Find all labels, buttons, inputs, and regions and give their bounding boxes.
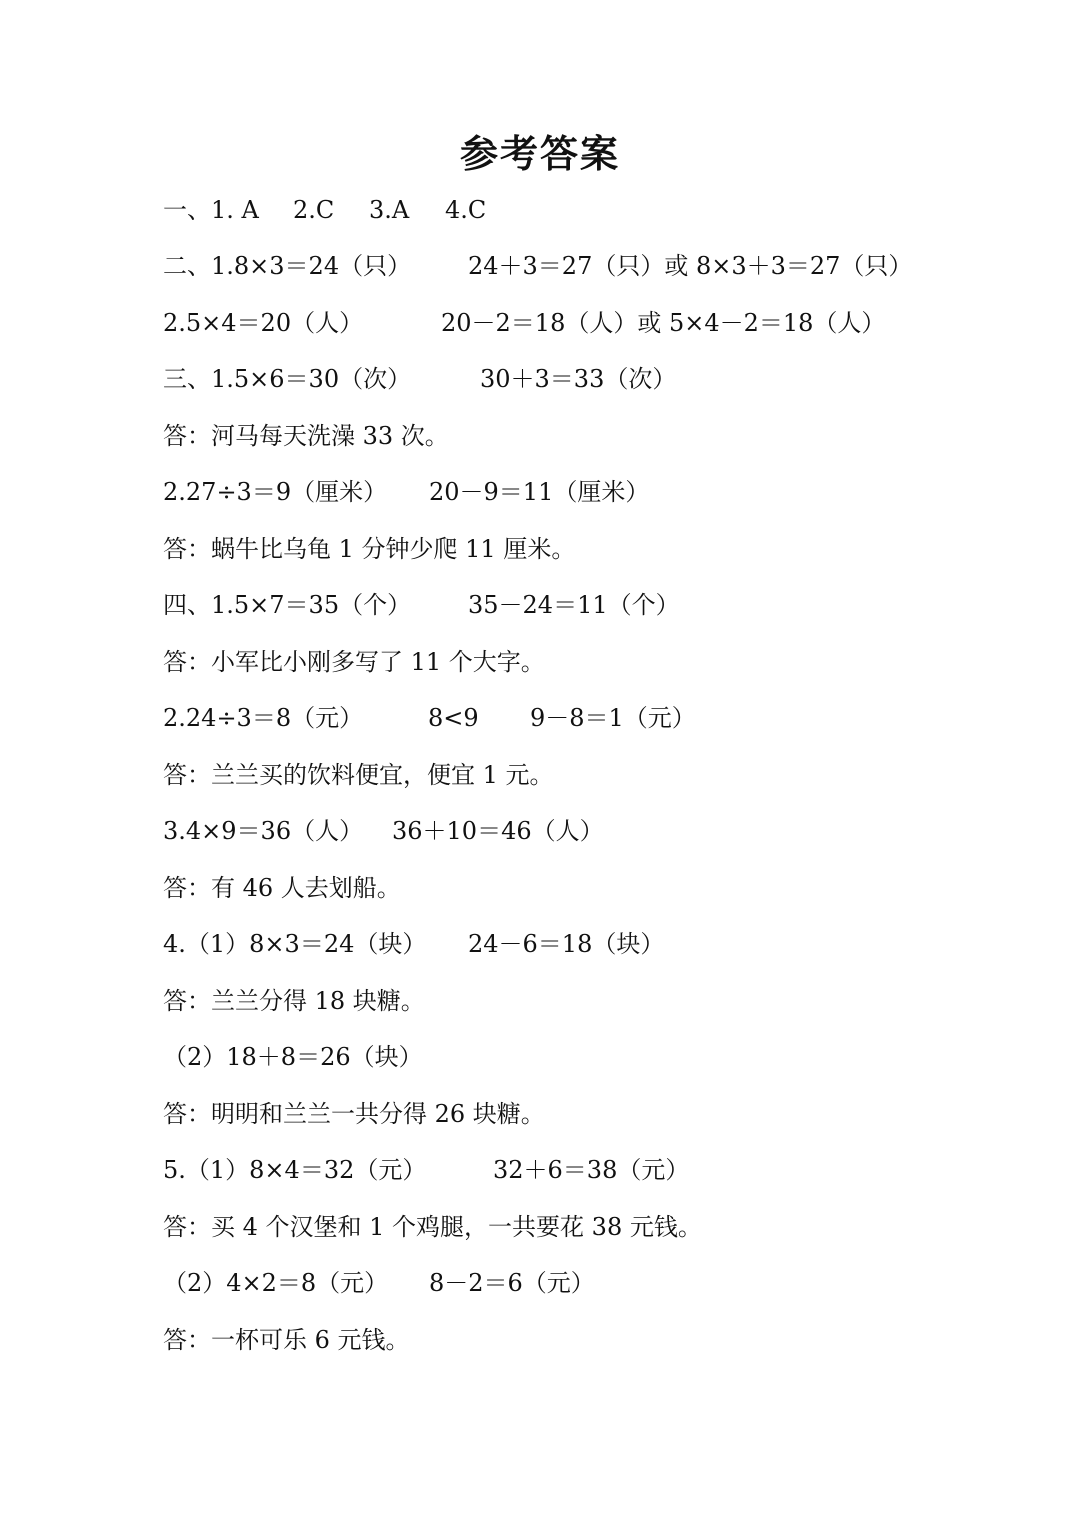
answer-text: 答：一杯可乐 6 元钱。 bbox=[163, 1326, 410, 1354]
answer-line bbox=[163, 642, 545, 682]
answer-line bbox=[163, 246, 912, 286]
answer-line bbox=[163, 1320, 410, 1360]
answer-line bbox=[163, 529, 575, 569]
answer-text: 答：明明和兰兰一共分得 26 块糖。 bbox=[163, 1100, 545, 1128]
answer-text: 答：兰兰分得 18 块糖。 bbox=[163, 987, 425, 1015]
answer-part-1: 四、1.5×7＝35（个） bbox=[163, 591, 412, 619]
answer-line bbox=[163, 1263, 595, 1303]
answer-part-2: 24－6＝18（块） bbox=[468, 930, 665, 958]
answer-text: （2）18＋8＝26（块） bbox=[163, 1043, 423, 1071]
answer-line bbox=[163, 981, 425, 1021]
answer-part-1: 2.27÷3＝9（厘米） bbox=[163, 478, 388, 506]
answer-line bbox=[163, 1207, 702, 1247]
answer-part-2: 24＋3＝27（只）或 8×3＋3＝27（只） bbox=[468, 252, 913, 280]
answer-line bbox=[163, 868, 401, 908]
answer-line bbox=[163, 1094, 545, 1134]
answer-line bbox=[163, 359, 676, 399]
answer-text: 答：河马每天洗澡 33 次。 bbox=[163, 422, 449, 450]
answer-line bbox=[163, 1150, 689, 1190]
answer-part-2: 2.C bbox=[293, 196, 335, 224]
answer-text: 答：小军比小刚多写了 11 个大字。 bbox=[163, 648, 545, 676]
answer-part-2: 32＋6＝38（元） bbox=[493, 1156, 690, 1184]
answer-part-1: 三、1.5×6＝30（次） bbox=[163, 365, 412, 393]
answer-part-3: 3.A bbox=[369, 196, 410, 224]
answer-part-2: 30＋3＝33（次） bbox=[480, 365, 677, 393]
answer-part-3: 9－8＝1（元） bbox=[530, 704, 696, 732]
answer-line bbox=[163, 811, 604, 851]
answer-part-1: 3.4×9＝36（人） bbox=[163, 817, 364, 845]
answer-part-1: 2.5×4＝20（人） bbox=[163, 309, 364, 337]
answer-line bbox=[163, 698, 696, 738]
answer-line bbox=[163, 585, 680, 625]
answer-part-2: 35－24＝11（个） bbox=[468, 591, 680, 619]
answer-part-2: 20－9＝11（厘米） bbox=[429, 478, 650, 506]
answer-line bbox=[163, 416, 449, 456]
answer-part-1: 2.24÷3＝8（元） bbox=[163, 704, 364, 732]
answer-text: 答：买 4 个汉堡和 1 个鸡腿，一共要花 38 元钱。 bbox=[163, 1213, 702, 1241]
answer-part-1: 一、1. A bbox=[163, 196, 259, 224]
answer-part-1: 4.（1）8×3＝24（块） bbox=[163, 930, 427, 958]
answer-line bbox=[163, 1037, 423, 1077]
page-title: 参考答案 bbox=[459, 131, 620, 176]
answer-part-4: 4.C bbox=[445, 196, 487, 224]
answer-part-2: 36＋10＝46（人） bbox=[392, 817, 604, 845]
answer-part-2: 20－2＝18（人）或 5×4－2＝18（人） bbox=[441, 309, 886, 337]
answer-text: 答：蜗牛比乌龟 1 分钟少爬 11 厘米。 bbox=[163, 535, 576, 563]
answer-part-2: 8<9 bbox=[428, 704, 479, 732]
answer-text: 答：有 46 人去划船。 bbox=[163, 874, 401, 902]
answer-part-1: （2）4×2＝8（元） bbox=[163, 1269, 389, 1297]
answer-line bbox=[163, 472, 649, 512]
answer-line bbox=[163, 755, 554, 795]
answer-part-1: 二、1.8×3＝24（只） bbox=[163, 252, 412, 280]
answer-line bbox=[163, 190, 486, 230]
answer-text: 答：兰兰买的饮料便宜，便宜 1 元。 bbox=[163, 761, 554, 789]
answer-line bbox=[163, 924, 664, 964]
answer-part-1: 5.（1）8×4＝32（元） bbox=[163, 1156, 427, 1184]
answer-line bbox=[163, 303, 885, 343]
answer-part-2: 8－2＝6（元） bbox=[429, 1269, 595, 1297]
